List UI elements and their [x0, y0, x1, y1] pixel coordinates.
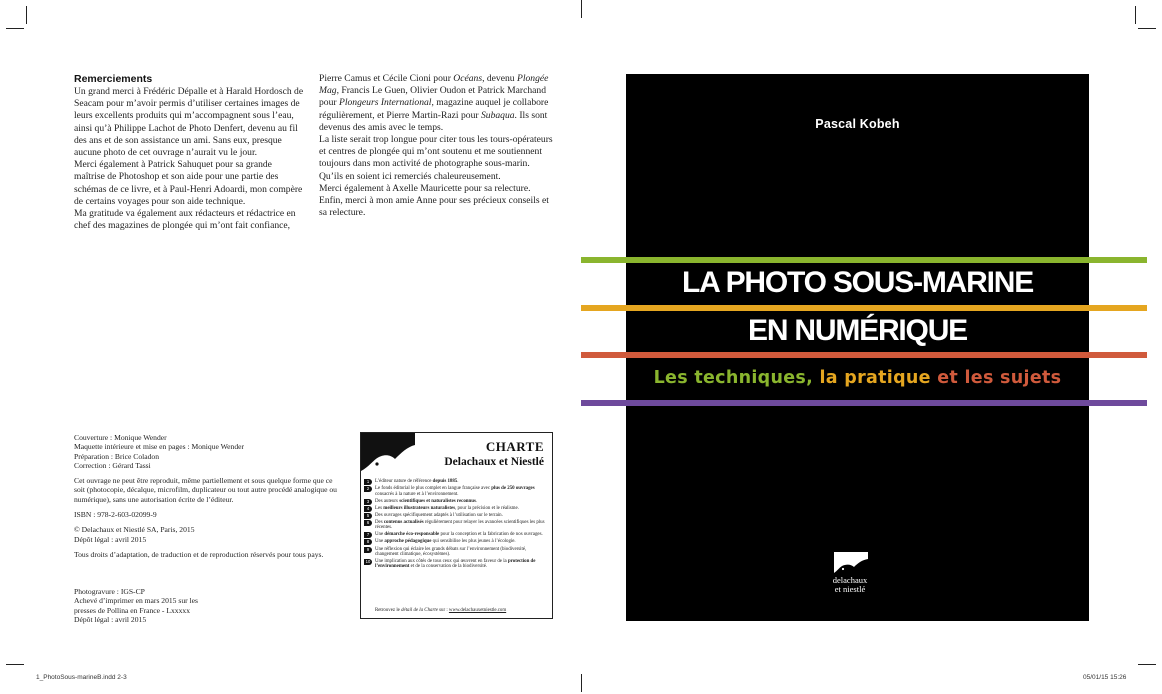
- date-slug: 05/01/15 15:26: [1083, 674, 1127, 681]
- text-run: Une implication aux côtés de tous ceux qui œuvrent en faveur de la: [375, 559, 508, 565]
- text-run: consacrés à la nature et à l’environnement.: [375, 491, 459, 497]
- crop-mark: [1138, 28, 1156, 29]
- legal-deposit: Dépôt légal : avril 2015: [74, 534, 147, 544]
- magazine-name: Plongée Mag: [319, 73, 549, 97]
- crop-mark: [6, 28, 24, 29]
- text-run: qui sensibilise les plus jeunes à l’écologie.: [431, 539, 516, 545]
- charte-item: [364, 506, 550, 511]
- publisher-logo: [828, 552, 872, 600]
- print-line: Achevé d’imprimer en mars 2015 sur les: [74, 596, 198, 606]
- acknowledgements-paragraph: [319, 73, 556, 134]
- item-number: 7: [364, 532, 372, 538]
- text-run-bold: meilleurs illustrateurs naturalistes: [383, 505, 456, 511]
- charte-item: [364, 539, 550, 544]
- item-number: 9: [364, 547, 372, 553]
- item-number: 1: [364, 479, 372, 485]
- crop-mark: [581, 674, 582, 692]
- subtitle-part: la pratique: [819, 368, 938, 388]
- crop-mark: [1138, 664, 1156, 665]
- text-run: régulièrement pour relayer les avancées scientifiques les plus récentes.: [375, 519, 545, 531]
- text-run: Une: [375, 539, 385, 545]
- item-number: 2: [364, 486, 372, 492]
- acknowledgements-paragraph: La liste serait trop longue pour citer tous les tours-opérateurs et centres de plongée qui m’ont soutenu et me soutiennent toujours dans mon activité de photographe sous-marin. Qu’ils en soient ici remerciés chaleureusement.: [319, 134, 553, 182]
- red-stripe: [581, 352, 1147, 358]
- subtitle-part: Les techniques,: [653, 368, 820, 388]
- cover-title-line-1: LA PHOTO SOUS-MARINE: [681, 266, 1033, 299]
- text-run: sur :: [437, 608, 449, 613]
- charte-item: [364, 520, 550, 531]
- charte-list: [364, 479, 550, 572]
- charte-subtitle: Delachaux et Niestlé: [444, 456, 544, 468]
- magazine-name: Plongeurs International: [338, 97, 432, 109]
- item-number: 5: [364, 513, 372, 519]
- text-run: Des: [375, 519, 384, 525]
- bird-logo-icon: [361, 433, 415, 479]
- crop-mark: [6, 664, 24, 665]
- credit-line: Préparation : Brice Coladon: [74, 451, 159, 461]
- bird-logo-icon: [834, 552, 868, 574]
- legal-notice: Cet ouvrage ne peut être reproduit, même partiellement et sous quelque forme que ce soit (photocopie, décalque, microfilm, duplicateur ou tout autre procédé analogique ou numérique), sans une autorisation écrite de l’éditeur.: [74, 476, 337, 504]
- cover-subtitle: [626, 366, 1089, 390]
- charte-header: [361, 433, 552, 471]
- charte-footer: [375, 608, 506, 613]
- rights-notice: Tous droits d’adaptation, de traduction et de reproduction réservés pour tous pays.: [74, 549, 324, 559]
- crop-mark: [581, 0, 582, 18]
- magazine-name: Océans: [453, 73, 483, 84]
- text-run-bold: plus de 250 ouvrages: [491, 486, 535, 492]
- acknowledgements-column-2: [319, 73, 556, 219]
- purple-stripe: [581, 400, 1147, 406]
- charte-item: [364, 479, 550, 484]
- text-run: Une réflexion qui éclaire les grands débats sur l’environnement (biodiversité, changement climatique, écosystèmes).: [375, 546, 527, 557]
- print-info: [74, 587, 274, 624]
- print-line: presses de Pollina en France - Lxxxxx: [74, 605, 190, 615]
- print-line: Dépôt légal : avril 2015: [74, 614, 147, 624]
- credit-line: Correction : Gérard Tassi: [74, 460, 151, 470]
- text-run: Les: [375, 505, 384, 511]
- text-run: Pierre Camus et Cécile Cioni pour: [319, 73, 454, 84]
- acknowledgements-column-1: [74, 73, 304, 232]
- charte-item: [364, 513, 550, 518]
- text-run: Des ouvrages spécifiquement adaptés à l’utilisation sur le terrain.: [375, 512, 503, 518]
- charte-title: CHARTE: [485, 439, 544, 454]
- acknowledgements-paragraph: Un grand merci à Frédéric Dépalle et à Harald Hordosch de Seacam pour m’avoir permis d’utiliser certaines images de leurs excellents produits qui m’accompagnent sous l’eau, ainsi qu’à Philippe Lachot de Photo Denfert, devenu au fil des ans et de son assistance un ami. Sans eux, presque aucune photo de cet ouvrage n’aurait vu le jour.: [74, 86, 304, 159]
- text-run: .: [457, 479, 459, 484]
- charte-item: [364, 532, 550, 537]
- text-run: , magazine auquel je collabore régulièrement, et Pierre Martin-Razi pour: [319, 97, 549, 121]
- item-number: 10: [365, 559, 371, 565]
- text-run: Une: [375, 532, 385, 538]
- item-number: 8: [364, 539, 372, 545]
- charte-box: [360, 432, 553, 619]
- publisher-name-line-2: et niestlé: [834, 584, 866, 594]
- text-run-bold: scientifiques et naturalistes reconnus: [399, 498, 476, 504]
- text-run: , pour la précision et le réalisme.: [455, 505, 519, 511]
- text-run: pour la conception et la fabrication de nos ouvrages.: [439, 532, 543, 538]
- text-run: , Francis Le Guen, Olivier Oudon et Patrick Marchand pour: [319, 85, 546, 109]
- item-number: 3: [364, 499, 372, 505]
- file-slug: 1_PhotoSous-marineB.indd 2-3: [36, 674, 127, 681]
- text-run: Le fonds éditorial le plus complet en langue française avec: [375, 486, 492, 492]
- crop-mark: [26, 6, 27, 24]
- text-run: et de la conservation de la biodiversité.: [409, 564, 488, 570]
- isbn: ISBN : 978-2-603-02099-9: [74, 510, 157, 520]
- crop-mark: [1135, 6, 1136, 24]
- text-run-bold: protection de l’environnement: [375, 559, 536, 570]
- text-run: , devenu: [482, 73, 517, 84]
- charte-item: [364, 547, 550, 558]
- text-run: L’éditeur nature de référence: [375, 479, 433, 484]
- acknowledgements-paragraph: Merci également à Patrick Sahuquet pour sa grande maîtrise de Photoshop et son aide pour une partie des schémas de ce livre, et à Paul-Henri Adoardi, mon compère de certains voyages pour son aide technique.: [74, 159, 303, 207]
- text-run: . Ils sont devenus des amis avec le temps.: [319, 109, 548, 133]
- cover-title-line-2: EN NUMÉRIQUE: [748, 314, 967, 347]
- subtitle-part: et les sujets: [937, 368, 1062, 388]
- acknowledgements-title: Remerciements: [74, 73, 153, 85]
- charte-item: [364, 486, 550, 497]
- acknowledgements-paragraph: Merci également à Axelle Mauricette pour sa relecture.: [319, 182, 531, 194]
- credits-block: [74, 433, 339, 559]
- item-number: 4: [364, 506, 372, 512]
- website-link[interactable]: www.delachauxetniestle.com: [448, 608, 507, 613]
- text-run-bold: contenus actualisés: [383, 519, 424, 525]
- acknowledgements-paragraph: Ma gratitude va également aux rédacteurs et rédactrice en chef des magazines de plongée qui m’ont fait confiance,: [74, 208, 296, 232]
- yellow-stripe: [581, 305, 1147, 311]
- credit-line: Maquette intérieure et mise en pages : Monique Wender: [74, 442, 245, 452]
- charte-item: [364, 499, 550, 504]
- magazine-name: Subaqua: [480, 109, 515, 121]
- text-run-bold: démarche éco-responsable: [384, 532, 440, 538]
- text-run: Retrouvez le: [375, 608, 402, 613]
- charte-item: [364, 559, 550, 570]
- cover-author: Pascal Kobeh: [815, 117, 900, 131]
- text-run-bold: approche pédagogique: [384, 539, 432, 545]
- text-run-italic: détail de la Charte: [401, 608, 438, 613]
- publisher-name-line-1: delachaux: [832, 575, 868, 585]
- item-number: 6: [364, 520, 372, 526]
- copyright: © Delachaux et Niestlé SA, Paris, 2015: [74, 525, 195, 535]
- text-run: Des auteurs: [375, 498, 400, 504]
- print-line: Photogravure : IGS-CP: [74, 587, 145, 596]
- acknowledgements-paragraph: Enfin, merci à mon amie Anne pour ses précieux conseils et sa relecture.: [319, 195, 549, 219]
- text-run: .: [475, 498, 478, 504]
- green-stripe: [581, 257, 1147, 263]
- credit-line: Couverture : Monique Wender: [74, 433, 167, 442]
- text-run-bold: depuis 1885: [432, 479, 458, 484]
